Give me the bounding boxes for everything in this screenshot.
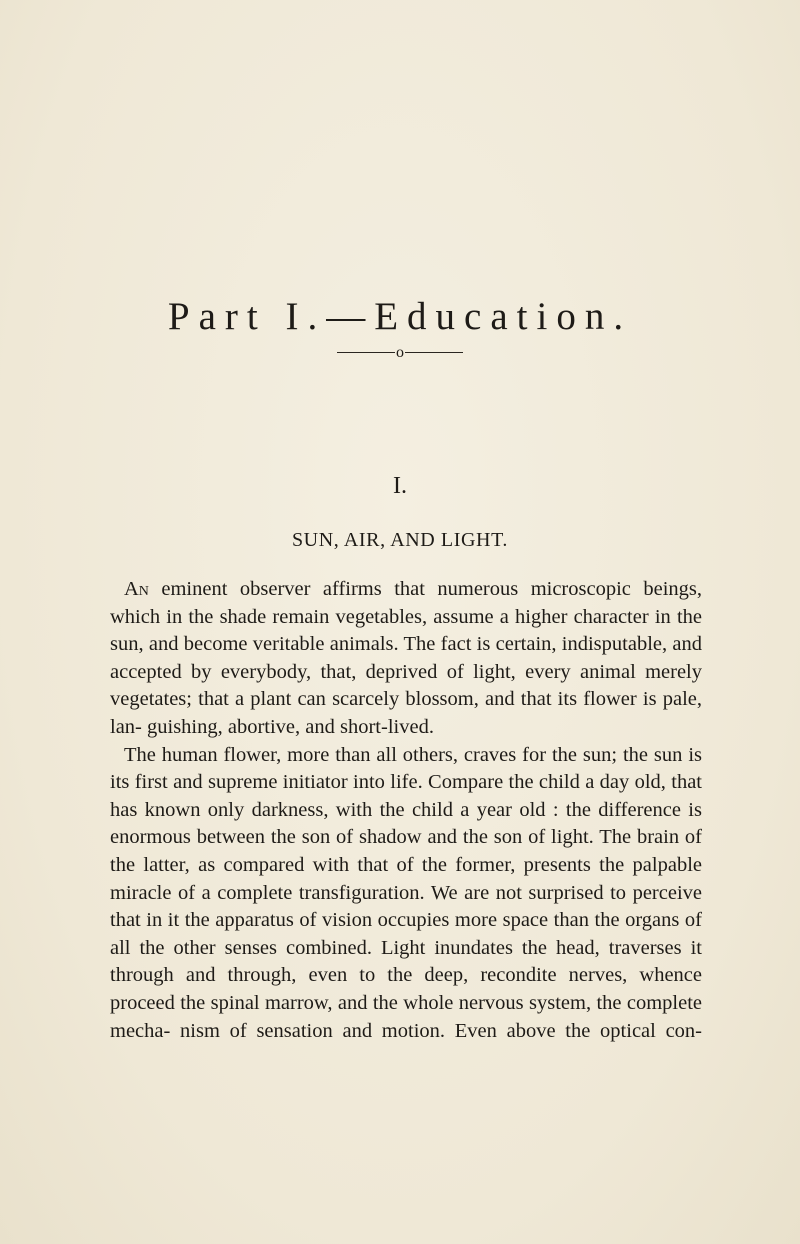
section-number: I. — [393, 473, 407, 499]
divider-mark: o — [396, 344, 404, 361]
body-text — [110, 576, 702, 1045]
section-title: SUN, AIR, AND LIGHT. — [291, 529, 509, 551]
ornamental-divider — [0, 344, 800, 360]
divider-rule-left — [337, 352, 395, 353]
part-heading: Part I.—Education. — [167, 295, 633, 338]
paragraph-1 — [110, 576, 702, 742]
paragraph-2: The human flower, more than all others, craves for the sun; the sun is its first and supreme initiator into life. Compare the child a day old, that has known only darkness, with the child a year old : the difference is enormous between the son of shadow and the son of light. The brain of the latter, as compared with that of the former, presents the palpable miracle of a complete transfiguration. We are not surprised to perceive that in it the apparatus of vision occupies more space than the organs of all the other senses combined. Light inundates the head, traverses it through and through, even to the deep, recondite nerves, whence proceed the spinal marrow, and the whole nervous system, the complete mecha- nism of sensation and motion. Even above the optical con- — [110, 743, 702, 1042]
divider-rule-right — [405, 352, 463, 353]
paragraph-1-lead: An — [124, 578, 149, 600]
paragraph-1-text: eminent observer affirms that numerous microscopic beings, which in the shade remain vegetables, assume a higher character in the sun, and become veritable animals. The fact is certain, indisputable, and accepted by everybody, that, deprived of light, every animal merely vegetates; that a plant can scarcely blossom, and that its flower is pale, lan- guishing, abortive, and short-lived. — [110, 578, 702, 738]
